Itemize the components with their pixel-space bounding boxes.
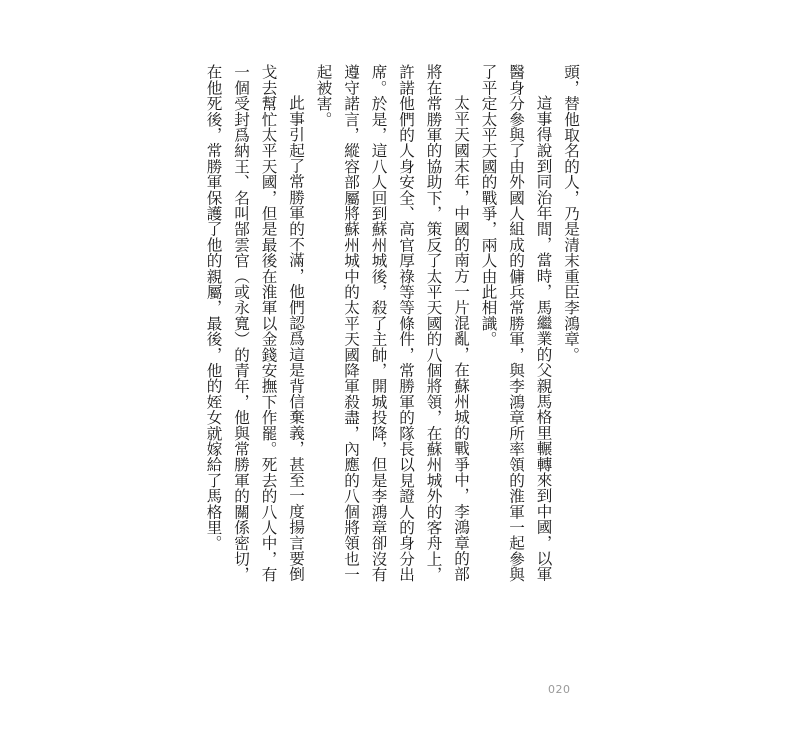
paragraph-3: 太平天國末年，中國的南方一片混亂，在蘇州城的戰爭中，李鴻章的部將在常勝軍的協助下，策反了太平天國的八個將領，在蘇州城外的客舟上，許諾他們的人身安全、高官厚祿等等條件，常勝軍的隊長以見證人的身分出席。於是，這八人回到蘇州城後，殺了主帥，開城投降，但是李鴻章卻沒有遵守諾言，縱容部屬將蘇州城中的太平天國降軍殺盡，內應的八個將領也一起被害。 — [314, 64, 470, 583]
vertical-text-body — [204, 64, 584, 584]
paragraph-1: 頭，替他取名的人，乃是清末重臣李鴻章。 — [562, 64, 580, 363]
page-number: 020 — [548, 683, 571, 696]
paragraph-2: 這事得說到同治年間，當時，馬繼業的父親馬格里輾轉來到中國，以軍醫身分參與了由外國人組成的傭兵常勝軍，與李鴻章所率領的淮軍一起參與了平定太平天國的戰爭，兩人由此相識。 — [479, 64, 553, 583]
paragraph-4: 此事引起了常勝軍的不滿，他們認爲這是背信棄義，甚至一度揚言要倒戈去幫忙太平天國，但是最後在淮軍以金錢安撫下作罷。死去的八人中，有一個受封爲納王、名叫郜雲官（或永寬）的青年，他與常勝軍的關係密切，在他死後，常勝軍保護了他的親屬，最後，他的姪女就嫁給了馬格里。 — [204, 64, 305, 583]
